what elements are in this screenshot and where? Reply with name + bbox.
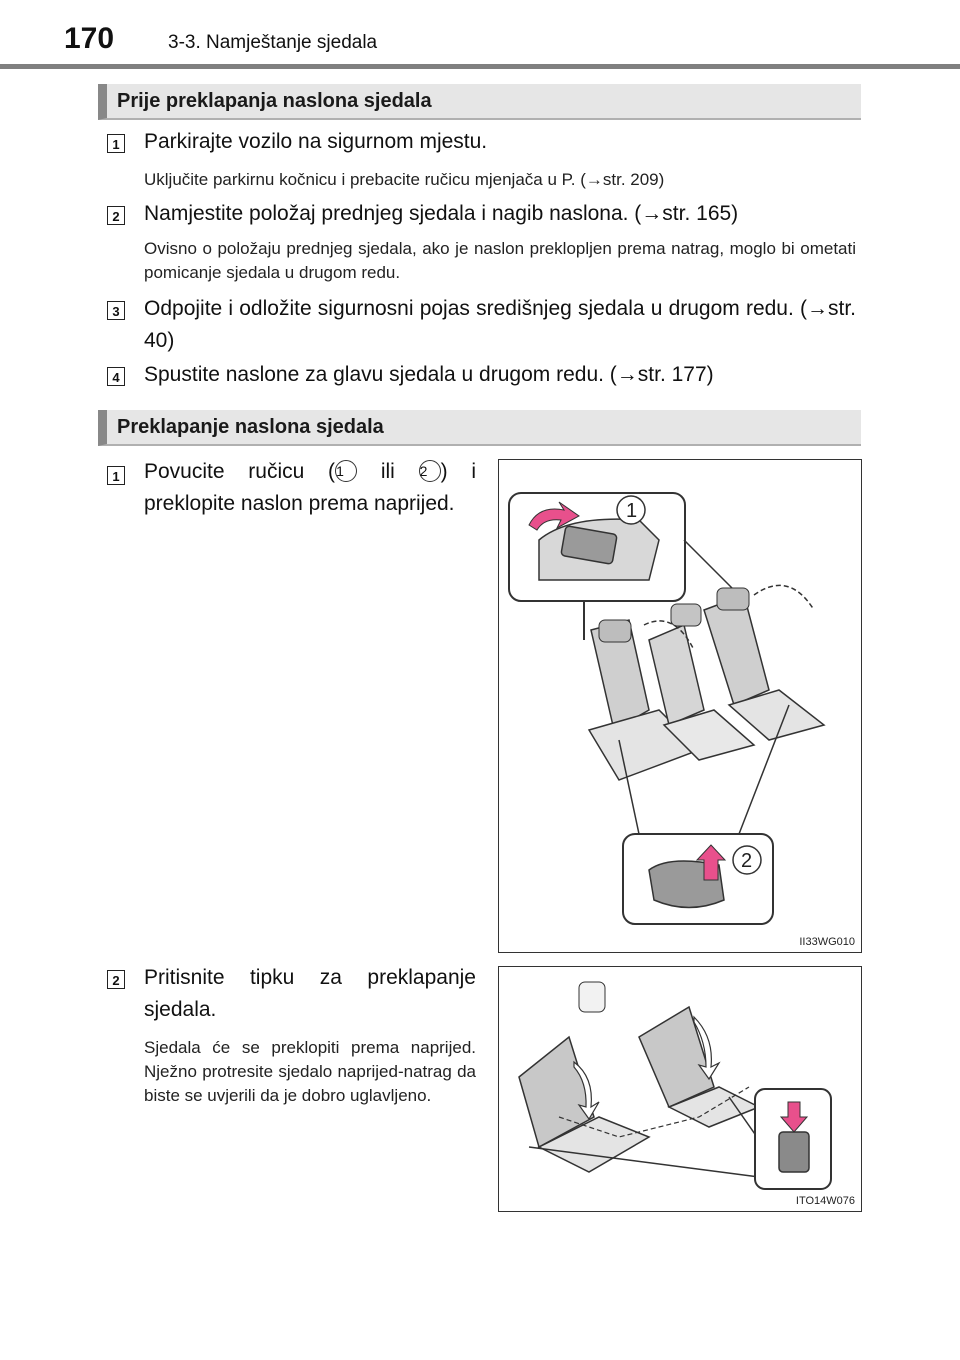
step-number-3: 3 — [107, 301, 125, 320]
svg-text:2: 2 — [741, 850, 753, 872]
circled-number-2: 2 — [419, 460, 441, 482]
step-note-shake-seat: Sjedala će se preklopiti prema naprijed. Nježno protresite sjedalo naprijed-natrag da biste se uvjerili da je dobro uglavljeno. — [144, 1038, 476, 1105]
figure-fold-seatback — [498, 459, 862, 953]
step-number-4: 4 — [107, 367, 125, 386]
section-title: Prije preklapanja naslona sjedala — [117, 90, 432, 112]
step-text-pull-lever — [144, 456, 476, 520]
seat-illustration — [499, 460, 861, 952]
circled-number-1: 1 — [335, 460, 357, 482]
section-heading-before-folding — [98, 84, 861, 120]
step-text-seatbelt: Odpojite i odložite sigurnosni pojas središnjeg sjedala u drugom redu. (→str. 40) — [144, 297, 856, 352]
step-number-1: 1 — [107, 466, 125, 485]
step-number-2: 2 — [107, 206, 125, 225]
step-note-front-seat: Ovisno o položaju prednjeg sjedala, ako je naslon preklopljen prema natrag, moglo bi ometati pomicanje sjedala u drugom redu. — [144, 239, 856, 282]
svg-text:1: 1 — [626, 500, 638, 522]
step-text-press-button: Pritisnite tipku za preklapanje sjedala. — [144, 966, 476, 1021]
step-number-1: 1 — [107, 134, 125, 153]
header-rule — [0, 64, 960, 69]
chapter-title: 3-3. Namještanje sjedala — [168, 32, 378, 53]
text-part: Povucite ručicu ( — [144, 460, 336, 483]
section-heading-folding — [98, 410, 861, 446]
step-text-headrests: Spustite naslone za glavu sjedala u drugom redu. (→str. 177) — [144, 363, 714, 386]
page-number: 170 — [64, 22, 115, 55]
text-part: ili — [380, 460, 395, 483]
figure-fold-button — [498, 966, 862, 1212]
step-note-parking-brake: Uključite parkirnu kočnicu i prebacite ručicu mjenjača u P. (→str. 209) — [144, 170, 665, 189]
text-part: ) i preklopite naslon prema naprijed. — [144, 460, 477, 515]
figure-code: ITO14W076 — [795, 1195, 855, 1207]
step-text-park: Parkirajte vozilo na sigurnom mjestu. — [144, 130, 488, 153]
section-title: Preklapanje naslona sjedala — [117, 416, 384, 438]
step-text-front-seat: Namjestite položaj prednjeg sjedala i nagib naslona. (→str. 165) — [144, 202, 739, 225]
figure-code: II33WG010 — [799, 936, 855, 948]
seat-fold-illustration — [499, 967, 861, 1211]
step-number-2: 2 — [107, 970, 125, 989]
